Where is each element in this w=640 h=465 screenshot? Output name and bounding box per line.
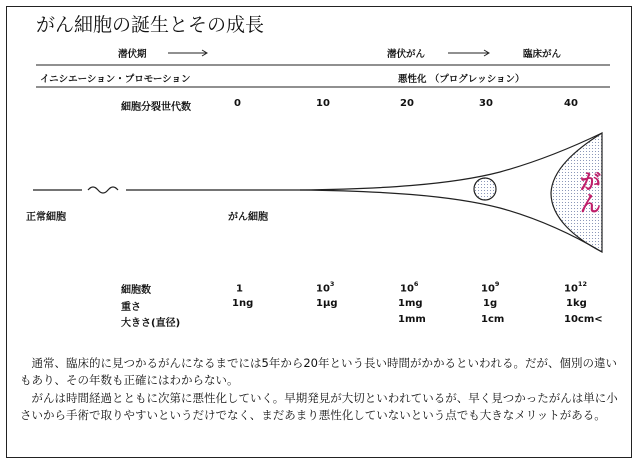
size-label: 大きさ(直径) <box>121 318 181 329</box>
weight-value: 1μg <box>316 298 338 309</box>
normal-cell-label: 正常細胞 <box>26 212 66 223</box>
break-mark <box>88 187 118 193</box>
generation-tick: 20 <box>400 98 414 109</box>
cell-count-label: 細胞数 <box>121 285 151 296</box>
size-value: 10cm< <box>564 314 603 325</box>
weight-label: 重さ <box>121 302 141 313</box>
weight-value: 1ng <box>232 298 254 309</box>
generation-axis-label: 細胞分裂世代数 <box>121 102 191 113</box>
latent-tumor-circle <box>474 178 496 200</box>
progression-label: 悪性化 （プログレッション） <box>398 74 525 85</box>
explanation-paragraph: がんは時間経過とともに次第に悪性化していく。早期発見が大切といわれているが、早く見つかったがんは単に小さいから手術で取りやすいというだけでなく、まだあまり悪性化していないという点でも大きなメリットがある。 <box>20 391 618 422</box>
cell-count-value: $10^{12}$ <box>564 280 587 295</box>
generation-tick: 40 <box>564 98 578 109</box>
latent-to-clinical-arrow <box>448 50 489 56</box>
weight-value: 1mg <box>398 298 423 309</box>
generation-tick: 30 <box>479 98 493 109</box>
page-title: がん細胞の誕生とその成長 <box>36 14 265 36</box>
latent-period-label: 潜伏期 <box>118 49 147 60</box>
weight-value: 1g <box>483 298 498 309</box>
latent-period-arrow <box>168 50 207 56</box>
cell-count-value: $10^3$ <box>316 280 335 295</box>
cell-count-value: $10^6$ <box>400 280 419 295</box>
cell-count-value: $10^9$ <box>481 280 500 295</box>
weight-value: 1kg <box>566 298 587 309</box>
cell-count-value: 1 <box>236 283 243 295</box>
explanation-paragraph: 通常、臨床的に見つかるがんになるまでには5年から20年という長い時間がかかるといわれる。だが、個別の違いもあり、その年数も正確にはわからない。 <box>20 356 617 387</box>
size-value: 1mm <box>398 314 426 325</box>
generation-tick: 0 <box>234 98 241 109</box>
cancer-cell-label: がん細胞 <box>228 212 268 223</box>
latent-cancer-label: 潜伏がん <box>387 49 426 60</box>
tumor-label: がん <box>576 170 601 214</box>
clinical-cancer-label: 臨床がん <box>523 49 562 60</box>
initiation-promotion-label: イニシエーション・プロモーション <box>40 74 191 85</box>
size-value: 1cm <box>481 314 505 325</box>
generation-tick: 10 <box>316 98 330 109</box>
